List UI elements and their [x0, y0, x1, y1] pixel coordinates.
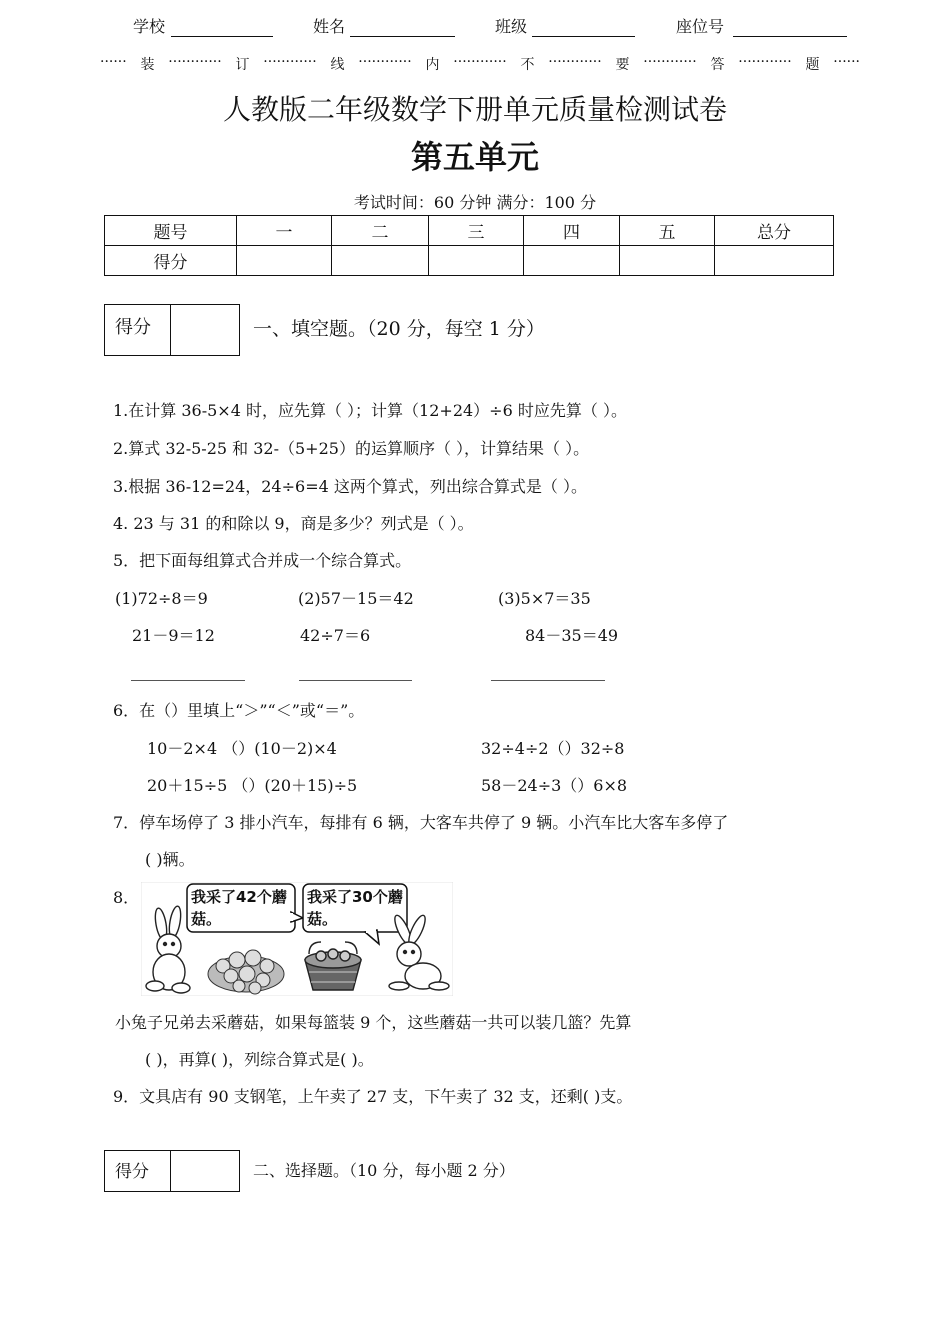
score-box-input[interactable]	[171, 1151, 239, 1191]
section2-title: 二、选择题。（10 分，每小题 2 分）	[253, 1161, 515, 1180]
page-title: 人教版二年级数学下册单元质量检测试卷	[222, 93, 727, 126]
rabbits-mushrooms-illustration	[141, 882, 453, 996]
q5-answer-line[interactable]	[131, 680, 245, 681]
binding-word: 订	[235, 57, 250, 73]
question-7-line2: ( )辆。	[145, 850, 195, 869]
section1-score-box	[104, 304, 240, 356]
question-1: 1.在计算 36-5×4 时，应先算（ ）；计算（12+24）÷6 时应先算（ ）。	[113, 401, 627, 420]
name-label: 姓名	[313, 17, 346, 36]
score-table-header-cell: 总分	[715, 216, 834, 246]
q5-group3-line1: (3)5×7＝35	[498, 589, 591, 608]
question-6: 6．在（）里填上“＞”“＜”或“＝”。	[113, 701, 365, 720]
q6-item: 32÷4÷2（）32÷8	[481, 739, 625, 758]
q5-group1-line2: 21－9＝12	[132, 626, 215, 645]
class-label: 班级	[495, 17, 528, 36]
school-field[interactable]	[171, 36, 273, 37]
binding-word: 线	[330, 57, 345, 73]
unit-title: 第五单元	[410, 138, 539, 176]
score-table-score-row	[105, 246, 834, 276]
q6-item: 10－2×4 （）(10－2)×4	[147, 739, 337, 758]
score-cell[interactable]	[237, 246, 332, 276]
seat-field[interactable]	[733, 36, 847, 37]
q5-group2-line2: 42÷7＝6	[300, 626, 371, 645]
name-field[interactable]	[350, 36, 455, 37]
question-3: 3.根据 36-12=24，24÷6=4 这两个算式，列出综合算式是（ ）。	[113, 477, 587, 496]
q5-group2-line1: (2)57－15＝42	[298, 589, 414, 608]
score-row-label: 得分	[105, 246, 237, 276]
score-table-header-cell: 一	[237, 216, 332, 246]
score-box-label: 得分	[105, 1151, 171, 1191]
class-field[interactable]	[532, 36, 635, 37]
question-8-number: 8．	[113, 888, 140, 907]
question-9: 9．文具店有 90 支钢笔，上午卖了 27 支，下午卖了 32 支，还剩( )支。	[113, 1087, 633, 1106]
seat-label: 座位号	[676, 17, 725, 36]
section1-title: 一、填空题。（20 分，每空 1 分）	[253, 318, 545, 340]
score-box-label: 得分	[105, 305, 171, 355]
score-cell[interactable]	[620, 246, 715, 276]
q5-answer-line[interactable]	[491, 680, 605, 681]
section2-score-box	[104, 1150, 240, 1192]
question-8-line2: ( )，再算( )，列综合算式是( )。	[145, 1050, 374, 1069]
score-cell[interactable]	[524, 246, 620, 276]
q6-item: 58－24÷3（）6×8	[481, 776, 628, 795]
bubble-left-text: 我采了42个蘑菇。	[191, 888, 287, 928]
score-cell[interactable]	[715, 246, 834, 276]
score-table-header-row	[105, 216, 834, 246]
bubble-right-text: 我采了30个蘑菇。	[307, 888, 403, 928]
q5-answer-line[interactable]	[299, 680, 412, 681]
score-table-header-cell: 五	[620, 216, 715, 246]
question-5: 5．把下面每组算式合并成一个综合算式。	[113, 551, 412, 570]
score-box-input[interactable]	[171, 305, 239, 355]
q5-group1-line1: (1)72÷8＝9	[115, 589, 208, 608]
binding-word: 答	[710, 57, 725, 73]
score-table	[104, 215, 834, 276]
question-4: 4. 23 与 31 的和除以 9，商是多少？列式是（ ）。	[113, 514, 474, 533]
binding-word: 题	[805, 57, 820, 73]
exam-info: 考试时间：60 分钟 满分：100 分	[353, 193, 597, 212]
binding-word: 不	[520, 57, 535, 73]
score-table-header-cell: 四	[524, 216, 620, 246]
q5-group3-line2: 84－35＝49	[525, 626, 619, 645]
binding-word: 要	[615, 57, 630, 73]
speech-bubble-left	[187, 884, 303, 932]
score-table-header-cell: 题号	[105, 216, 237, 246]
question-2: 2.算式 32-5-25 和 32-（5+25）的运算顺序（ ），计算结果（ ）。	[113, 439, 590, 458]
binding-line: ······ 装 ············ 订 ············ 线 ············ 内 ············ 不 ············ 要 ············ 答 ············ 题 ······	[100, 54, 860, 73]
binding-word: 内	[425, 57, 440, 73]
school-label: 学校	[133, 17, 166, 36]
question-8-line1: 小兔子兄弟去采蘑菇，如果每篮装 9 个，这些蘑菇一共可以装几篮？先算	[115, 1013, 632, 1032]
score-table-header-cell: 二	[332, 216, 429, 246]
binding-word: 装	[140, 57, 155, 73]
question-7-line1: 7．停车场停了 3 排小汽车，每排有 6 辆，大客车共停了 9 辆。小汽车比大客车多停了	[113, 813, 729, 832]
q6-item: 20＋15÷5 （）(20＋15)÷5	[147, 776, 358, 795]
score-cell[interactable]	[429, 246, 524, 276]
score-table-header-cell: 三	[429, 216, 524, 246]
score-cell[interactable]	[332, 246, 429, 276]
